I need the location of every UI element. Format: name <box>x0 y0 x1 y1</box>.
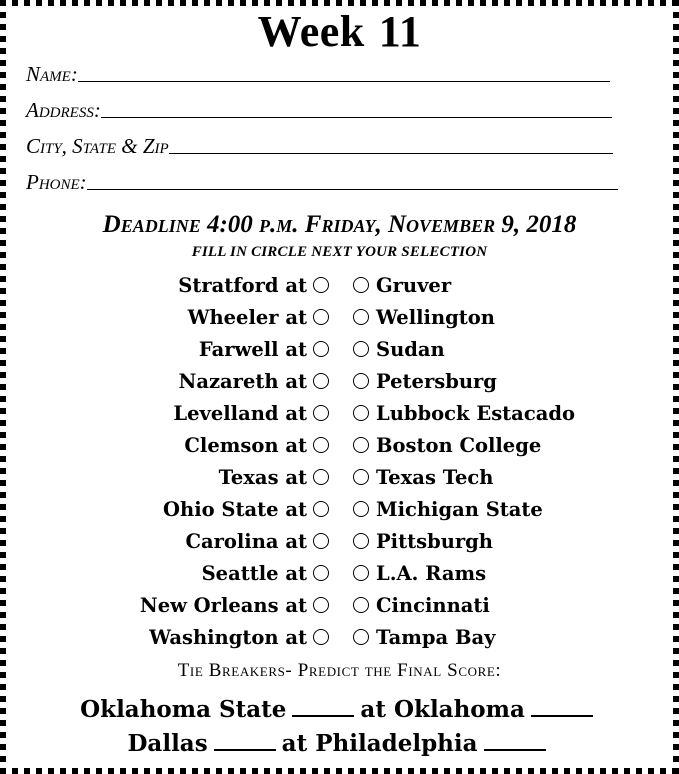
instruction-text: FILL IN CIRCLE NEXT YOUR SELECTION <box>191 244 488 260</box>
home-pick-circle[interactable] <box>353 469 369 485</box>
away-team: Carolina at <box>185 530 307 553</box>
home-team: Lubbock Estacado <box>376 402 575 425</box>
home-team: Tampa Bay <box>376 626 496 649</box>
address-field[interactable] <box>26 94 612 122</box>
phone-line[interactable] <box>87 169 618 190</box>
home-pick-circle[interactable] <box>353 405 369 421</box>
tiebreak-game-2 <box>0 729 679 759</box>
game-row <box>0 558 679 590</box>
dashed-border-bottom <box>0 768 679 774</box>
home-team: Michigan State <box>376 498 543 521</box>
away-score-blank[interactable] <box>214 729 276 751</box>
tiebreak-at: at <box>360 696 386 723</box>
home-team: Texas Tech <box>376 466 494 489</box>
away-pick-circle[interactable] <box>313 341 329 357</box>
away-pick-circle[interactable] <box>313 533 329 549</box>
away-team: Washington at <box>149 626 307 649</box>
home-team: L.A. Rams <box>376 562 487 585</box>
name-line[interactable] <box>78 61 610 82</box>
tiebreak-heading: Tie Breakers- Predict the Final Score: <box>177 660 502 681</box>
away-team: Stratford at <box>178 274 307 297</box>
home-team: Gruver <box>376 274 452 297</box>
away-pick-circle[interactable] <box>313 597 329 613</box>
name-label: Name: <box>26 62 78 86</box>
name-field[interactable] <box>26 58 610 86</box>
game-row <box>0 270 679 302</box>
game-row <box>0 526 679 558</box>
away-pick-circle[interactable] <box>313 565 329 581</box>
away-pick-circle[interactable] <box>313 373 329 389</box>
away-pick-circle[interactable] <box>313 405 329 421</box>
tiebreak-game-1 <box>0 695 679 725</box>
page-title <box>0 6 679 58</box>
tiebreak-home-team: Oklahoma <box>393 696 525 723</box>
away-team: Clemson at <box>184 434 307 457</box>
away-team: Ohio State at <box>163 498 307 521</box>
home-pick-circle[interactable] <box>353 629 369 645</box>
tiebreak-away-team: Oklahoma State <box>80 696 287 723</box>
game-row <box>0 302 679 334</box>
tiebreak-away-team: Dallas <box>127 730 208 757</box>
home-team: Petersburg <box>376 370 497 393</box>
home-team: Wellington <box>376 306 495 329</box>
title-word: Week <box>257 7 365 56</box>
away-pick-circle[interactable] <box>313 469 329 485</box>
away-pick-circle[interactable] <box>313 277 329 293</box>
away-team: New Orleans at <box>139 594 307 617</box>
home-pick-circle[interactable] <box>353 565 369 581</box>
tiebreak-home-team: Philadelphia <box>315 730 478 757</box>
away-team: Nazareth at <box>178 370 307 393</box>
city-state-zip-line[interactable] <box>169 133 613 154</box>
address-line[interactable] <box>101 97 612 118</box>
home-score-blank[interactable] <box>531 695 593 717</box>
city-state-zip-field[interactable] <box>26 130 613 158</box>
home-team: Boston College <box>376 434 542 457</box>
home-score-blank[interactable] <box>484 729 546 751</box>
home-pick-circle[interactable] <box>353 341 369 357</box>
away-score-blank[interactable] <box>292 695 354 717</box>
address-label: Address: <box>26 98 101 122</box>
phone-field[interactable] <box>26 166 618 194</box>
away-team: Seattle at <box>201 562 307 585</box>
away-pick-circle[interactable] <box>313 437 329 453</box>
game-row <box>0 366 679 398</box>
game-row <box>0 590 679 622</box>
title-number: 11 <box>378 7 422 56</box>
home-pick-circle[interactable] <box>353 277 369 293</box>
away-pick-circle[interactable] <box>313 309 329 325</box>
away-team: Wheeler at <box>187 306 307 329</box>
phone-label: Phone: <box>26 170 87 194</box>
home-pick-circle[interactable] <box>353 309 369 325</box>
city-state-zip-label: City, State & Zip <box>26 134 169 158</box>
home-team: Pittsburgh <box>376 530 493 553</box>
game-row <box>0 398 679 430</box>
home-pick-circle[interactable] <box>353 597 369 613</box>
game-row <box>0 494 679 526</box>
away-team: Texas at <box>218 466 307 489</box>
away-team: Farwell at <box>198 338 307 361</box>
home-team: Cincinnati <box>376 594 490 617</box>
home-pick-circle[interactable] <box>353 437 369 453</box>
game-row <box>0 462 679 494</box>
game-row <box>0 430 679 462</box>
away-pick-circle[interactable] <box>313 501 329 517</box>
game-row <box>0 622 679 654</box>
game-row <box>0 334 679 366</box>
deadline-text: Deadline 4:00 p.m. Friday, November 9, 2018 <box>102 211 577 238</box>
tiebreak-at: at <box>281 730 308 757</box>
away-team: Levelland at <box>173 402 307 425</box>
away-pick-circle[interactable] <box>313 629 329 645</box>
home-pick-circle[interactable] <box>353 533 369 549</box>
home-team: Sudan <box>376 338 445 361</box>
home-pick-circle[interactable] <box>353 373 369 389</box>
home-pick-circle[interactable] <box>353 501 369 517</box>
